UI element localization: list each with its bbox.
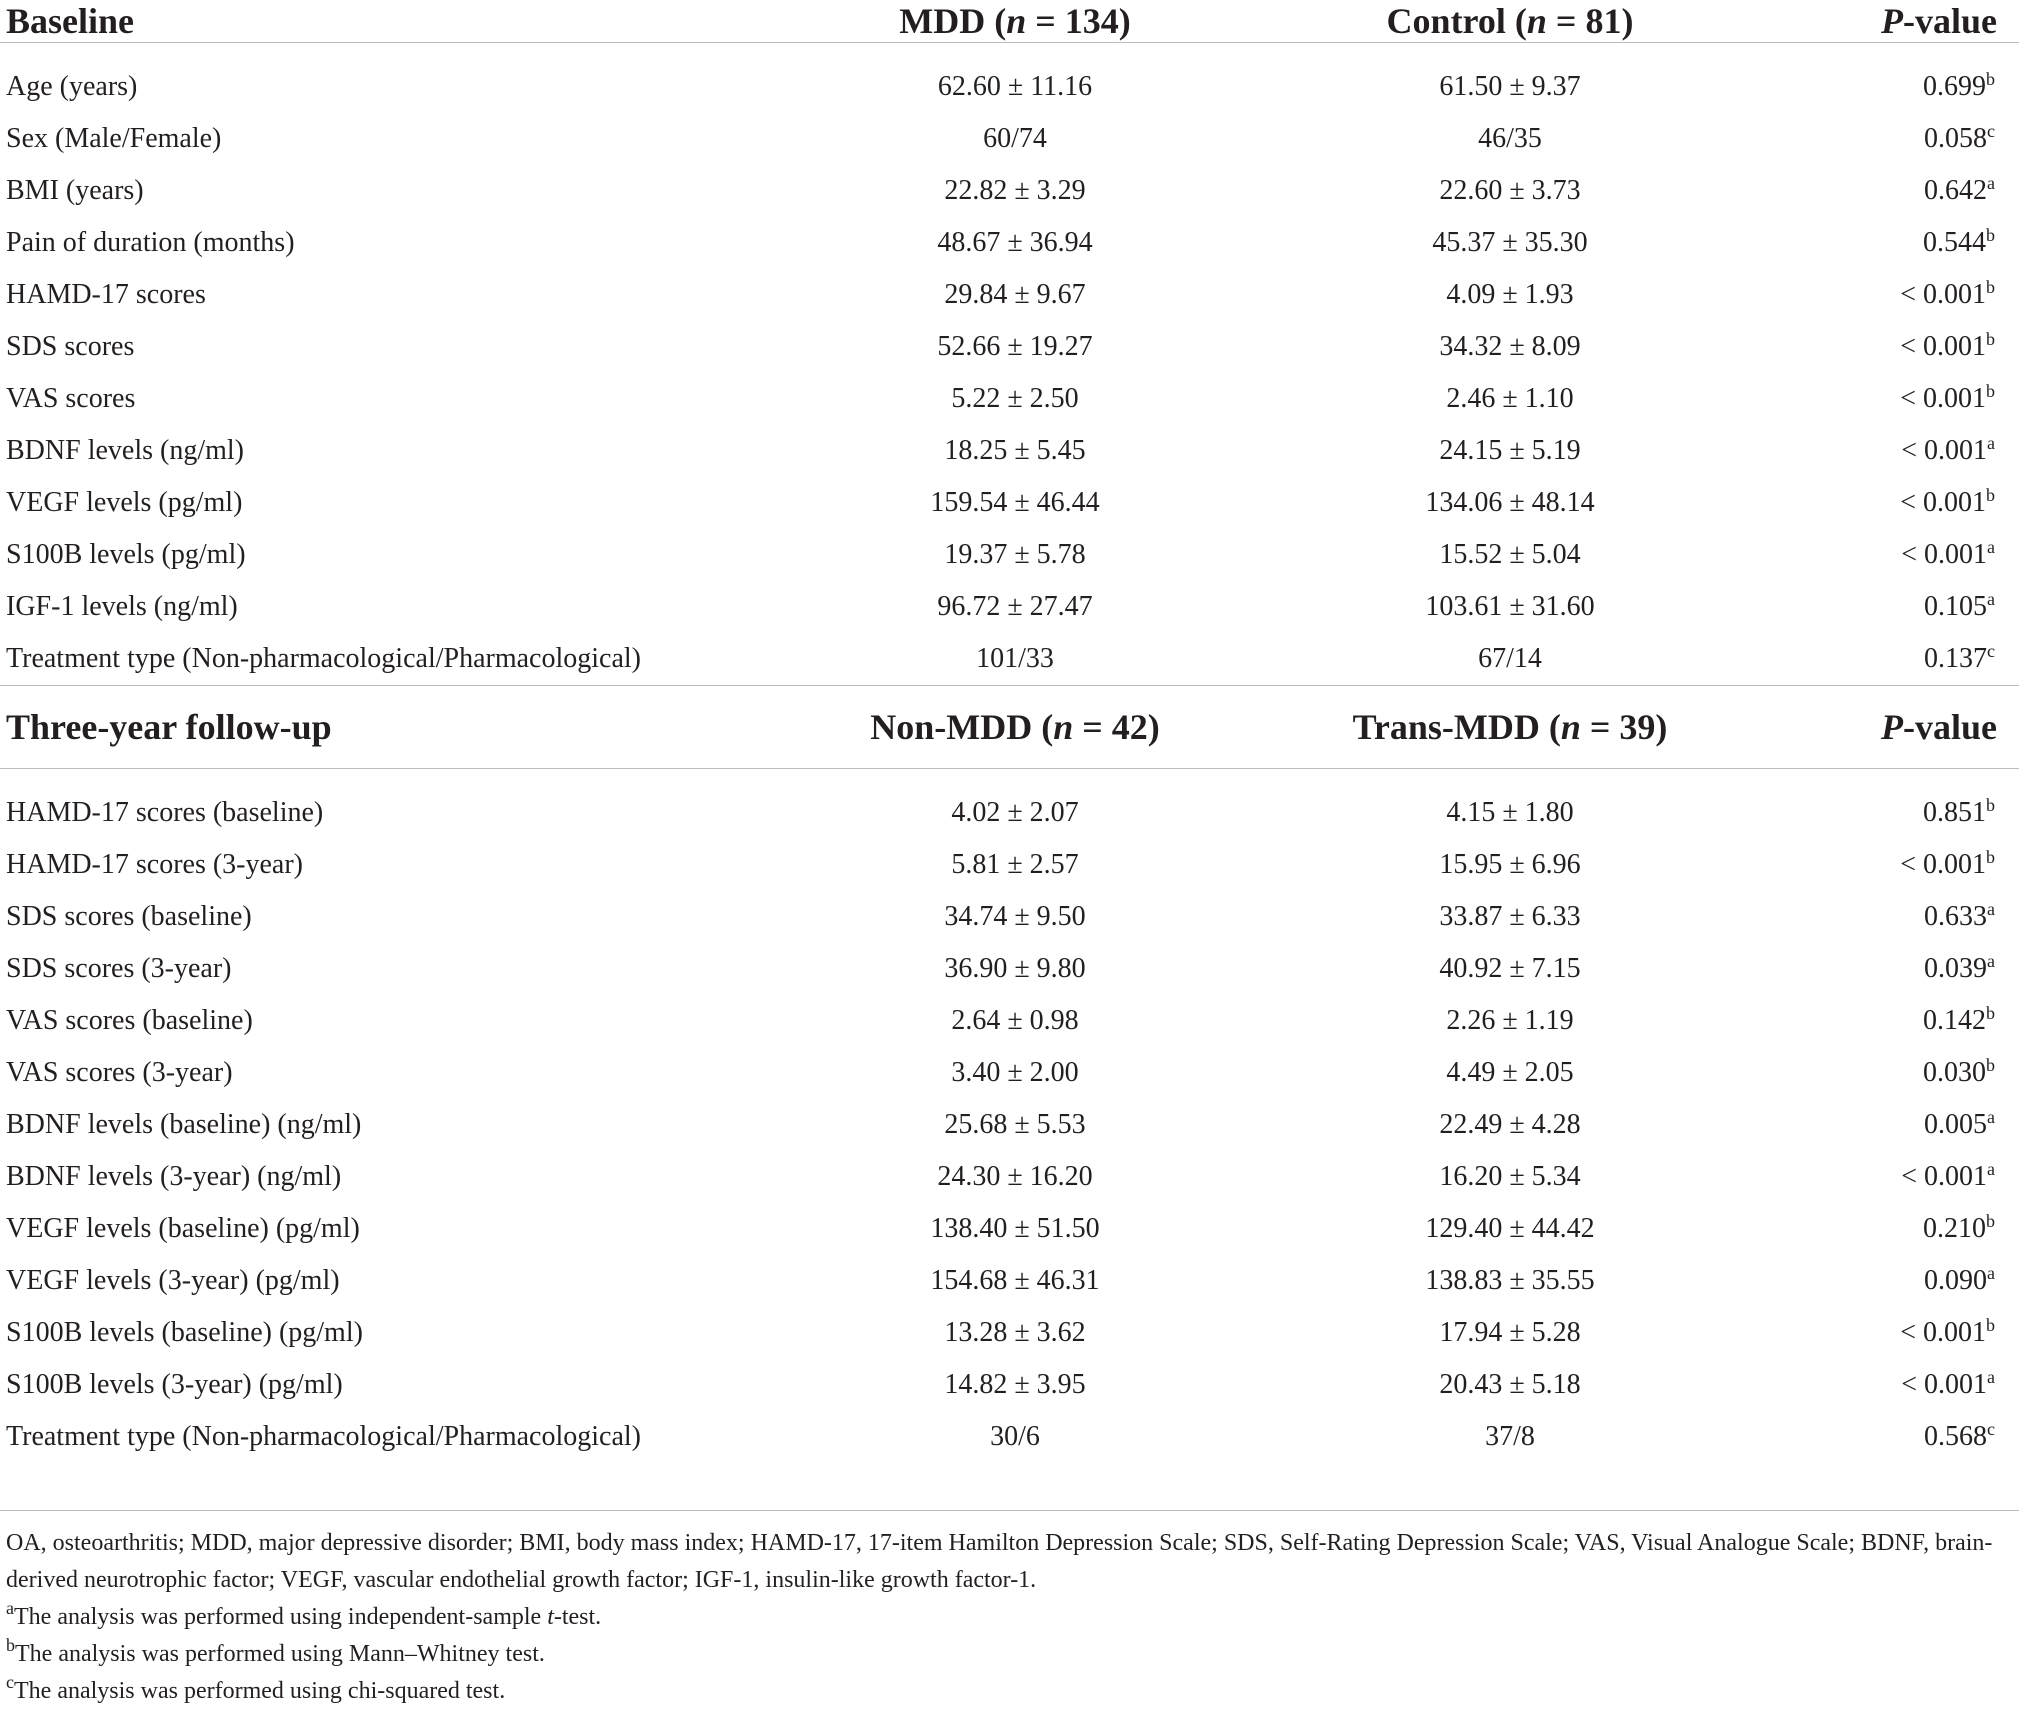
- mdd-column-header: MDD (n = 134): [800, 0, 1230, 43]
- row-label: S100B levels (pg/ml): [6, 539, 246, 570]
- group-1-value: 24.30 ± 16.20: [937, 1161, 1093, 1192]
- group-2-value: 134.06 ± 48.14: [1425, 487, 1595, 518]
- group-1-value: 5.22 ± 2.50: [951, 383, 1079, 414]
- group-2-value: 4.15 ± 1.80: [1446, 797, 1574, 828]
- test-marker: c: [1987, 1419, 1995, 1439]
- table-row: [0, 891, 2019, 943]
- p-value: 0.633$^a$: [1924, 899, 1995, 932]
- p-value: < 0.001$^a$: [1901, 1159, 1995, 1192]
- followup-header-row: [0, 686, 2019, 769]
- group-1-value: 4.02 ± 2.07: [951, 797, 1079, 828]
- group-2-value: 4.49 ± 2.05: [1446, 1057, 1574, 1088]
- row-spacer: [0, 43, 2019, 62]
- test-marker: a: [1987, 1263, 1995, 1283]
- baseline-body: [0, 43, 2019, 686]
- footnote-b: $^b$The analysis was performed using Mann–Whitney test.: [6, 1635, 545, 1667]
- group-2-value: 67/14: [1478, 643, 1542, 674]
- table-row: [0, 1411, 2019, 1463]
- group-1-value: 5.81 ± 2.57: [951, 849, 1079, 880]
- group-1-value: 96.72 ± 27.47: [937, 591, 1093, 622]
- table-row: [0, 995, 2019, 1047]
- footnote-c: $^c$The analysis was performed using chi-squared test.: [6, 1672, 506, 1704]
- test-marker: a: [1987, 537, 1995, 557]
- control-column-header: Control (n = 81): [1230, 0, 1790, 43]
- group-1-value: 154.68 ± 46.31: [930, 1265, 1100, 1296]
- p-value: 0.851$^b$: [1923, 795, 1995, 828]
- test-marker: a: [1987, 899, 1995, 919]
- p-value: < 0.001$^b$: [1900, 329, 1995, 362]
- group-2-value: 33.87 ± 6.33: [1439, 901, 1581, 932]
- test-marker: b: [1986, 847, 1995, 867]
- footnote-a: $^a$The analysis was performed using independent-sample t-test.: [6, 1598, 602, 1630]
- group-1-value: 18.25 ± 5.45: [944, 435, 1086, 466]
- table-row: [0, 269, 2019, 321]
- table-row: [0, 581, 2019, 633]
- row-label: HAMD-17 scores (baseline): [6, 797, 324, 828]
- row-label: S100B levels (3-year) (pg/ml): [6, 1369, 343, 1400]
- p-value: 0.039$^a$: [1924, 951, 1995, 984]
- table-row: [0, 217, 2019, 269]
- table-row: [0, 61, 2019, 113]
- test-marker: b: [1986, 1003, 1995, 1023]
- baseline-header-row: [0, 0, 2019, 43]
- group-2-value: 17.94 ± 5.28: [1439, 1317, 1581, 1348]
- p-value: 0.030$^b$: [1923, 1055, 1995, 1088]
- group-1-value: 34.74 ± 9.50: [944, 901, 1086, 932]
- p-value: < 0.001$^a$: [1901, 1367, 1995, 1400]
- row-label: Treatment type (Non-pharmacological/Pharmacological): [6, 643, 641, 674]
- p-value: 0.642$^a$: [1924, 173, 1995, 206]
- p-value: < 0.001$^a$: [1901, 537, 1995, 570]
- baseline-section-title: Baseline: [0, 0, 800, 43]
- row-label: VEGF levels (pg/ml): [6, 487, 243, 518]
- group-2-value: 15.52 ± 5.04: [1439, 539, 1581, 570]
- group-1-value: 101/33: [976, 643, 1054, 674]
- group-1-value: 19.37 ± 5.78: [944, 539, 1086, 570]
- group-2-value: 16.20 ± 5.34: [1439, 1161, 1581, 1192]
- p-value: 0.005$^a$: [1924, 1107, 1995, 1140]
- test-marker: b: [1986, 1211, 1995, 1231]
- table-row: [0, 477, 2019, 529]
- group-1-value: 29.84 ± 9.67: [944, 279, 1086, 310]
- row-label: IGF-1 levels (ng/ml): [6, 591, 238, 622]
- group-1-value: 13.28 ± 3.62: [944, 1317, 1086, 1348]
- table-row: [0, 321, 2019, 373]
- group-2-value: 40.92 ± 7.15: [1439, 953, 1581, 984]
- table-row: [0, 529, 2019, 581]
- row-label: VEGF levels (3-year) (pg/ml): [6, 1265, 340, 1296]
- group-2-value: 2.26 ± 1.19: [1446, 1005, 1574, 1036]
- row-label: SDS scores (3-year): [6, 953, 232, 984]
- table-row: [0, 113, 2019, 165]
- group-2-value: 61.50 ± 9.37: [1439, 71, 1581, 102]
- table-row: [0, 1099, 2019, 1151]
- row-label: BDNF levels (baseline) (ng/ml): [6, 1109, 362, 1140]
- group-2-value: 22.49 ± 4.28: [1439, 1109, 1581, 1140]
- test-marker: b: [1986, 485, 1995, 505]
- followup-body: [0, 769, 2019, 1464]
- row-label: SDS scores (baseline): [6, 901, 252, 932]
- group-1-value: 159.54 ± 46.44: [930, 487, 1100, 518]
- row-label: VAS scores (3-year): [6, 1057, 233, 1088]
- p-value-column-header: P-value: [1790, 0, 2019, 43]
- table-row: [0, 373, 2019, 425]
- table-row: [0, 633, 2019, 686]
- group-1-value: 60/74: [983, 123, 1047, 154]
- group-1-value: 48.67 ± 36.94: [937, 227, 1093, 258]
- group-2-value: 138.83 ± 35.55: [1425, 1265, 1595, 1296]
- row-label: Sex (Male/Female): [6, 123, 222, 154]
- row-label: Treatment type (Non-pharmacological/Pharmacological): [6, 1421, 641, 1452]
- row-label: BDNF levels (ng/ml): [6, 435, 244, 466]
- test-marker: a: [1987, 951, 1995, 971]
- group-1-value: 3.40 ± 2.00: [951, 1057, 1079, 1088]
- table-row: [0, 1047, 2019, 1099]
- p-value: < 0.001$^a$: [1901, 433, 1995, 466]
- table-row: [0, 943, 2019, 995]
- group-1-value: 25.68 ± 5.53: [944, 1109, 1086, 1140]
- test-marker: a: [1987, 173, 1995, 193]
- row-spacer: [0, 769, 2019, 788]
- row-label: VAS scores: [6, 383, 136, 414]
- table-row: [0, 1359, 2019, 1411]
- followup-section-title: Three-year follow-up: [0, 686, 800, 769]
- row-label: BMI (years): [6, 175, 144, 206]
- group-2-value: 2.46 ± 1.10: [1446, 383, 1574, 414]
- group-2-value: 45.37 ± 35.30: [1432, 227, 1588, 258]
- group-1-value: 2.64 ± 0.98: [951, 1005, 1079, 1036]
- table-row: [0, 1255, 2019, 1307]
- row-label: S100B levels (baseline) (pg/ml): [6, 1317, 363, 1348]
- abbreviations-note: OA, osteoarthritis; MDD, major depressive disorder; BMI, body mass index; HAMD-17, 17-item Hamilton Depression Scale; SDS, Self-Rating Depression Scale; VAS, Visual Analogue Scale; BDNF, brain-derived neurotrophic factor; VEGF, vascular endothelial growth factor; IGF-1, insulin-like growth factor-1.: [6, 1530, 1993, 1593]
- p-value: 0.544$^b$: [1923, 225, 1995, 258]
- group-1-value: 52.66 ± 19.27: [937, 331, 1093, 362]
- test-marker: c: [1987, 121, 1995, 141]
- row-label: BDNF levels (3-year) (ng/ml): [6, 1161, 342, 1192]
- test-marker: a: [1987, 433, 1995, 453]
- row-label: Pain of duration (months): [6, 227, 295, 258]
- group-2-value: 24.15 ± 5.19: [1439, 435, 1581, 466]
- p-value: < 0.001$^b$: [1900, 485, 1995, 518]
- table-row: [0, 787, 2019, 839]
- p-value: 0.105$^a$: [1924, 589, 1995, 622]
- row-label: SDS scores: [6, 331, 135, 362]
- p-value: 0.137$^c$: [1924, 641, 1995, 674]
- test-marker: a: [1987, 1367, 1995, 1387]
- p-value: 0.699$^b$: [1923, 69, 1995, 102]
- p-value: 0.058$^c$: [1924, 121, 1995, 154]
- group-1-value: 30/6: [990, 1421, 1040, 1452]
- group-1-value: 14.82 ± 3.95: [944, 1369, 1086, 1400]
- test-marker: a: [1987, 1159, 1995, 1179]
- table-row: [0, 425, 2019, 477]
- followup-p-value-column-header: P-value: [1790, 686, 2019, 769]
- trans-mdd-column-header: Trans-MDD (n = 39): [1230, 686, 1790, 769]
- p-value: 0.210$^b$: [1923, 1211, 1995, 1244]
- test-marker: b: [1986, 381, 1995, 401]
- p-value: < 0.001$^b$: [1900, 277, 1995, 310]
- test-marker: c: [1987, 641, 1995, 661]
- group-2-value: 15.95 ± 6.96: [1439, 849, 1581, 880]
- row-label: Age (years): [6, 71, 138, 102]
- p-value: < 0.001$^b$: [1900, 847, 1995, 880]
- table-row: [0, 839, 2019, 891]
- row-label: VAS scores (baseline): [6, 1005, 253, 1036]
- row-label: VEGF levels (baseline) (pg/ml): [6, 1213, 360, 1244]
- group-2-value: 22.60 ± 3.73: [1439, 175, 1581, 206]
- group-1-value: 22.82 ± 3.29: [944, 175, 1086, 206]
- table-row: [0, 165, 2019, 217]
- row-label: HAMD-17 scores (3-year): [6, 849, 304, 880]
- group-1-value: 36.90 ± 9.80: [944, 953, 1086, 984]
- test-marker: b: [1986, 1055, 1995, 1075]
- test-marker: b: [1986, 69, 1995, 89]
- table-row: [0, 1307, 2019, 1359]
- test-marker: b: [1986, 277, 1995, 297]
- group-2-value: 46/35: [1478, 123, 1542, 154]
- test-marker: b: [1986, 795, 1995, 815]
- group-1-value: 62.60 ± 11.16: [937, 71, 1093, 102]
- test-marker: a: [1987, 1107, 1995, 1127]
- group-1-value: 138.40 ± 51.50: [930, 1213, 1100, 1244]
- test-marker: a: [1987, 589, 1995, 609]
- group-2-value: 37/8: [1485, 1421, 1535, 1452]
- group-2-value: 20.43 ± 5.18: [1439, 1369, 1581, 1400]
- table-footnotes: [0, 1510, 2019, 1710]
- group-2-value: 4.09 ± 1.93: [1446, 279, 1574, 310]
- p-value: 0.090$^a$: [1924, 1263, 1995, 1296]
- p-value: 0.568$^c$: [1924, 1419, 1995, 1452]
- test-marker: b: [1986, 225, 1995, 245]
- p-value: < 0.001$^b$: [1900, 1315, 1995, 1348]
- p-value: 0.142$^b$: [1923, 1003, 1995, 1036]
- non-mdd-column-header: Non-MDD (n = 42): [800, 686, 1230, 769]
- row-label: HAMD-17 scores: [6, 279, 206, 310]
- p-value: < 0.001$^b$: [1900, 381, 1995, 414]
- group-2-value: 129.40 ± 44.42: [1425, 1213, 1595, 1244]
- table-row: [0, 1151, 2019, 1203]
- group-2-value: 34.32 ± 8.09: [1439, 331, 1581, 362]
- group-2-value: 103.61 ± 31.60: [1425, 591, 1595, 622]
- test-marker: b: [1986, 329, 1995, 349]
- test-marker: b: [1986, 1315, 1995, 1335]
- table-row: [0, 1203, 2019, 1255]
